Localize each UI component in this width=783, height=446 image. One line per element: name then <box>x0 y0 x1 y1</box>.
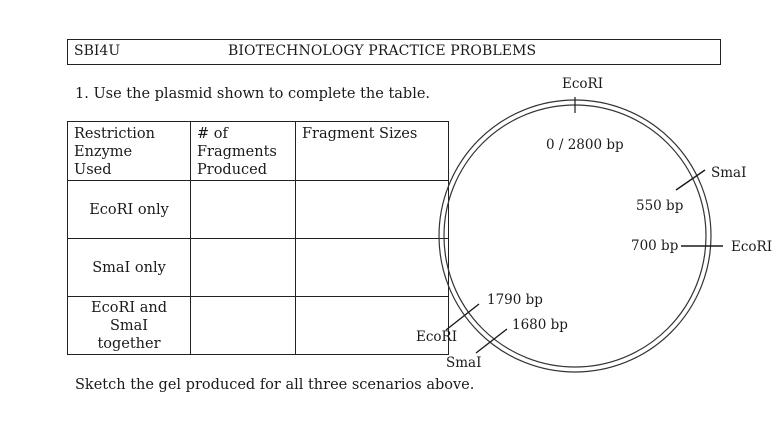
ecori-site-700-position: 700 bp <box>631 238 679 254</box>
ecori-site-1790-tick <box>446 304 479 330</box>
ecori-site-700-label: EcoRI <box>731 239 773 255</box>
ecori-site-1790-position: 1790 bp <box>487 292 543 308</box>
question-text: 1. Use the plasmid shown to complete the table. <box>75 86 431 102</box>
smai-site-550-label: SmaI <box>711 165 747 181</box>
header-enzyme-label: Restriction Enzyme Used <box>74 126 155 178</box>
ecori-site-0-position: 0 / 2800 bp <box>546 137 624 153</box>
header-sizes-label: Fragment Sizes <box>302 126 418 142</box>
row-enzyme-label: EcoRI only <box>89 201 169 218</box>
smai-site-1680-position: 1680 bp <box>512 317 568 333</box>
course-code: SBI4U <box>74 43 121 59</box>
row-enzyme-label: EcoRI and SmaI together <box>91 299 167 352</box>
ecori-site-0-label: EcoRI <box>562 76 604 92</box>
smai-site-1680-label: SmaI <box>446 355 482 371</box>
document-title: BIOTECHNOLOGY PRACTICE PROBLEMS <box>228 43 537 59</box>
smai-site-550-position: 550 bp <box>636 198 684 214</box>
row-enzyme-label: SmaI only <box>92 259 166 276</box>
gel-sketch-instruction: Sketch the gel produced for all three scenarios above. <box>75 377 475 393</box>
header-fragments-label: # of Fragments Produced <box>197 126 277 178</box>
smai-site-1680-tick <box>476 329 507 353</box>
ecori-site-1790-label: EcoRI <box>416 329 458 345</box>
